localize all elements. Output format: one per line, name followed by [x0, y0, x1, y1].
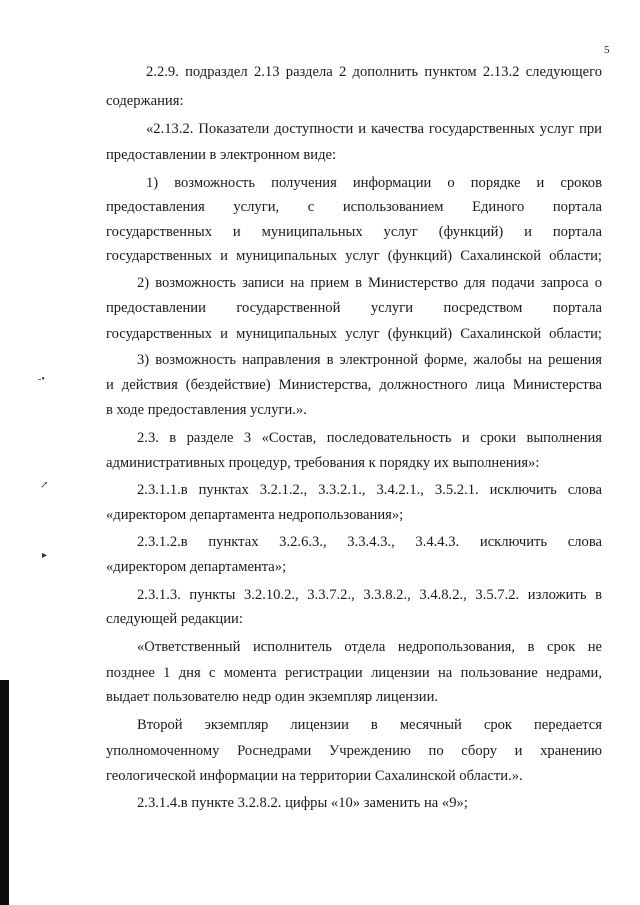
scan-speck-mark: ↗: [40, 480, 49, 491]
text-line: государственных и муниципальных услуг (функций) Сахалинской области;: [106, 326, 602, 342]
text-line: 1) возможность получения информации о порядке и сроков: [146, 175, 602, 191]
page-number: 5: [604, 44, 610, 56]
text-line: 2.3. в разделе 3 «Состав, последовательность и сроки выполнения: [137, 430, 602, 446]
text-line: государственных и муниципальных услуг (функций) Сахалинской области;: [106, 248, 602, 264]
text-line: 2.2.9. подраздел 2.13 раздела 2 дополнить пунктом 2.13.2 следующего: [146, 64, 602, 80]
text-line: уполномоченному Роснедрами Учреждению по сбору и хранению: [106, 743, 602, 759]
text-line: «Ответственный исполнитель отдела недропользования, в срок не: [137, 639, 602, 655]
text-line: позднее 1 дня с момента регистрации лицензии на пользование недрами,: [106, 665, 602, 681]
text-line: 2.3.1.3. пункты 3.2.10.2., 3.3.7.2., 3.3.8.2., 3.4.8.2., 3.5.7.2. изложить в: [137, 587, 602, 603]
text-line: предоставлении государственной услуги посредством портала: [106, 300, 602, 316]
text-line: предоставлении в электронном виде:: [106, 147, 337, 163]
text-line: 2.3.1.1.в пунктах 3.2.1.2., 3.3.2.1., 3.4.2.1., 3.5.2.1. исключить слова: [137, 482, 602, 498]
text-line: выдает пользователю недр один экземпляр лицензии.: [106, 689, 439, 705]
text-line: и действия (бездействие) Министерства, должностного лица Министерства: [106, 377, 602, 393]
text-line: 2) возможность записи на прием в Министерство для подачи запроса о: [137, 275, 602, 291]
scan-edge-shadow: [0, 680, 9, 905]
text-line: «директором департамента недропользования»;: [106, 507, 404, 523]
text-line: 3) возможность направления в электронной форме, жалобы на решения: [137, 352, 602, 368]
text-line: предоставления услуги, с использованием Единого портала: [106, 199, 602, 215]
text-line: «2.13.2. Показатели доступности и качества государственных услуг при: [146, 121, 602, 137]
text-line: 2.3.1.4.в пункте 3.2.8.2. цифры «10» заменить на «9»;: [137, 795, 468, 811]
scan-speck-mark: ▸: [42, 550, 48, 561]
text-line: следующей редакции:: [106, 611, 243, 627]
text-line: геологической информации на территории Сахалинской области.».: [106, 768, 523, 784]
text-line: «директором департамента»;: [106, 559, 287, 575]
scan-speck-mark: -•: [38, 374, 45, 385]
text-line: содержания:: [106, 93, 184, 109]
text-line: административных процедур, требования к порядку их выполнения»:: [106, 455, 540, 471]
text-line: Второй экземпляр лицензии в месячный срок передается: [137, 717, 602, 733]
text-line: государственных и муниципальных услуг (функций) и портала: [106, 224, 602, 240]
text-line: 2.3.1.2.в пунктах 3.2.6.3., 3.3.4.3., 3.4.4.3. исключить слова: [137, 534, 602, 550]
text-line: в ходе предоставления услуги.».: [106, 402, 307, 418]
